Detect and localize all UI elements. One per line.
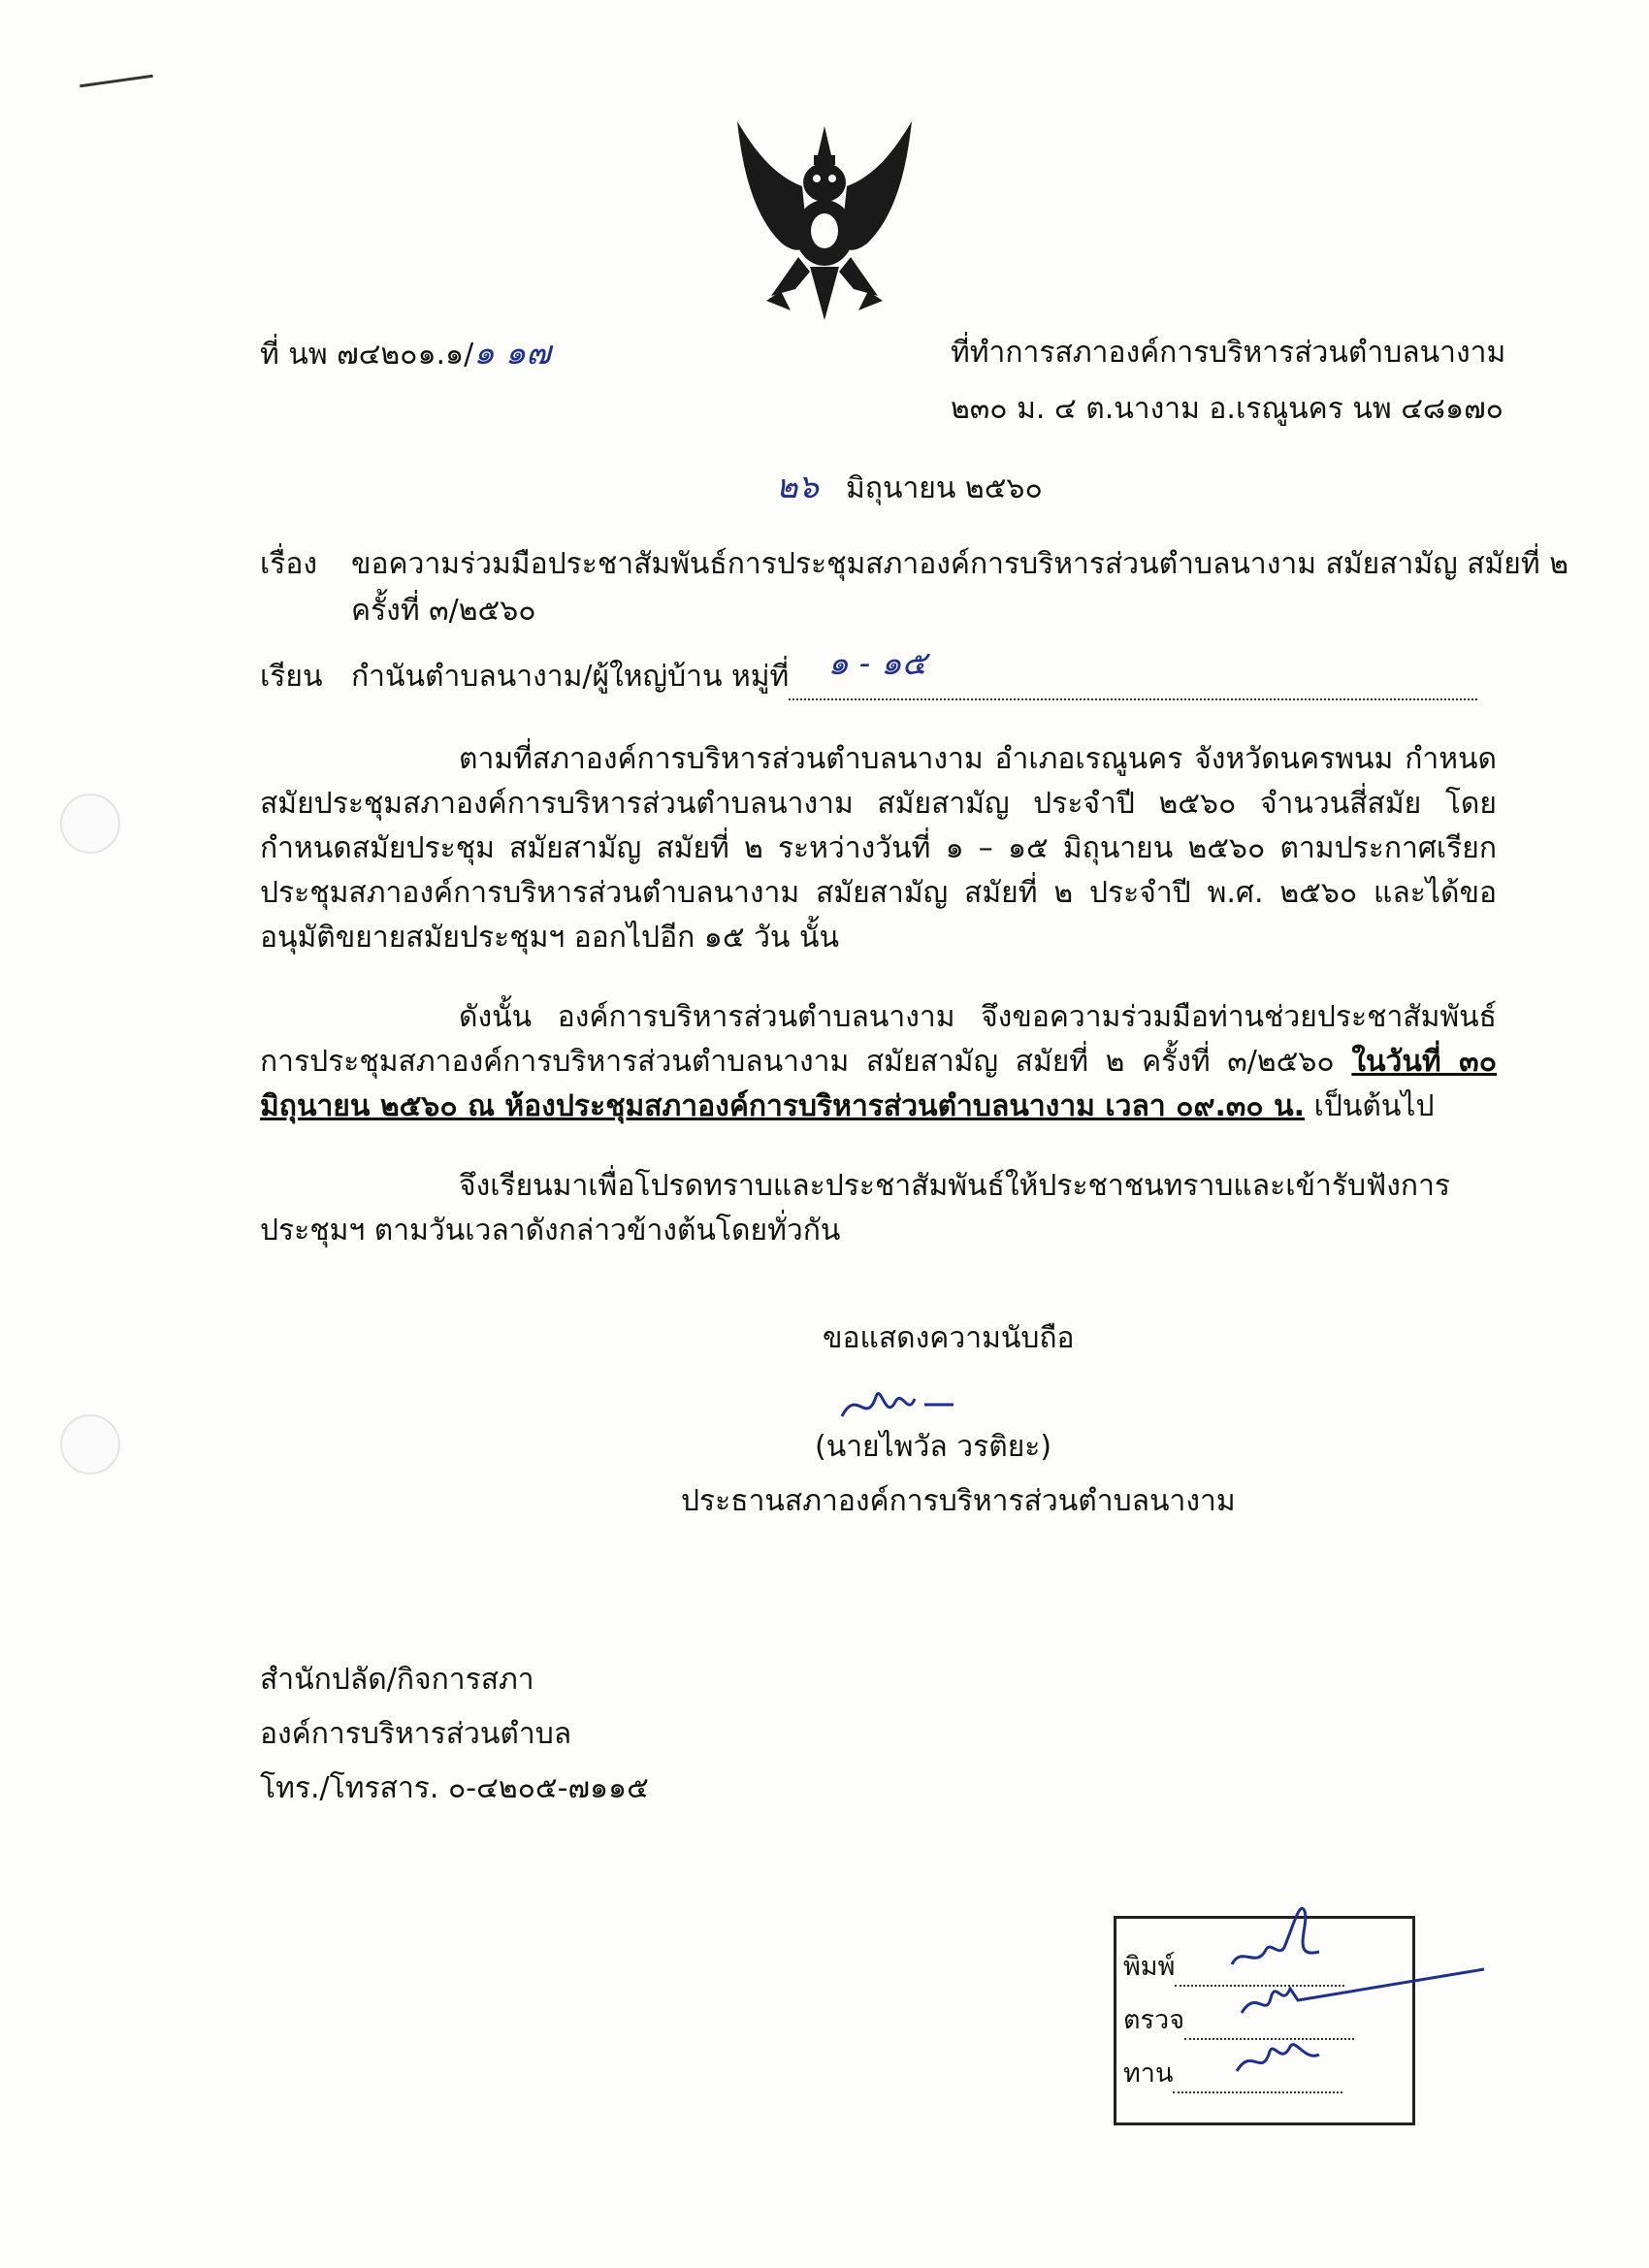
subject-line1: ขอความร่วมมือประชาสัมพันธ์การประชุมสภาองค์การบริหารส่วนตำบลนางาม สมัยสามัญ สมัยที่ ๒ [351, 547, 1568, 581]
document-date [776, 466, 1043, 510]
signatory-name: (นายไพวัล วรติยะ) [815, 1430, 1052, 1464]
stamp-label-reviewed: ทาน [1123, 2058, 1174, 2089]
recipient-label: เรียน [260, 660, 323, 694]
date-day-handwritten: ๒๖ [776, 468, 819, 506]
punch-hole-top [60, 794, 120, 854]
signatory-position: ประธานสภาองค์การบริหารส่วนตำบลนางาม [681, 1484, 1236, 1518]
subject-label: เรื่อง [260, 547, 318, 581]
recipient-text: กำนันตำบลนางาม/ผู้ใหญ่บ้าน หมู่ที่ [351, 660, 790, 694]
closing-salutation: ขอแสดงความนับถือ [823, 1321, 1075, 1355]
stamp-initials [1212, 1892, 1504, 2115]
document-number-handwritten: ๑ ๑๗ [473, 334, 551, 373]
date-month-year: มิถุนายน ๒๕๖๐ [846, 471, 1043, 505]
body-paragraph-3-text: จึงเรียนมาเพื่อโปรดทราบและประชาสัมพันธ์ให้ประชาชนทราบและเข้ารับฟังการประชุมฯ ตามวันเวลาดังกล่าวข้างต้นโดยทั่วกัน [260, 1169, 1451, 1247]
body-paragraph-1 [260, 737, 1497, 960]
meeting-date-venue: ในวันที่ ๓๐ มิถุนายน ๒๕๖๐ ณ ห้องประชุมสภาองค์การบริหารส่วนตำบลนางาม เวลา ๐๙.๓๐ น. [260, 1045, 1497, 1123]
stamp-label-typed: พิมพ์ [1123, 1952, 1176, 1982]
body-paragraph-3 [260, 1164, 1497, 1253]
footer-organization: องค์การบริหารส่วนตำบล [260, 1717, 572, 1751]
punch-hole-bottom [60, 1414, 120, 1474]
document-number-label: ที่ นพ ๗๔๒๐๑.๑/ [260, 338, 474, 372]
document-number [260, 332, 551, 376]
recipient-dotted-field [789, 644, 1477, 700]
office-address-line1: ที่ทำการสภาองค์การบริหารส่วนตำบลนางาม [951, 336, 1506, 370]
footer-department: สำนักปลัด/กิจการสภา [260, 1663, 534, 1697]
staple-mark [80, 75, 153, 88]
subject-line2: ครั้งที่ ๓/๒๕๖๐ [351, 594, 536, 628]
footer-phone-fax: โทร./โทรสาร. ๐-๔๒๐๕-๗๑๑๕ [260, 1771, 649, 1805]
garuda-emblem [713, 116, 936, 330]
stamp-label-checked: ตรวจ [1123, 2005, 1185, 2035]
recipient-handwritten: ๑ - ๑๕ [827, 644, 927, 683]
body-paragraph-2 [260, 995, 1497, 1129]
body-paragraph-2-start: ดังนั้น องค์การบริหารส่วนตำบลนางาม จึงขอความร่วมมือท่านช่วยประชาสัมพันธ์การประชุมสภาองค์การบริหารส่วนตำบลนางาม สมัยสามัญ สมัยที่ ๒ ครั้งที่ ๓/๒๕๖๐ [260, 1000, 1497, 1079]
office-address-line2: ๒๓๐ ม. ๔ ต.นางาม อ.เรณูนคร นพ ๔๘๑๗๐ [951, 392, 1504, 426]
recipient-line [351, 644, 1477, 700]
body-paragraph-2-end: เป็นต้นไป [1313, 1089, 1435, 1123]
body-paragraph-1-text: ตามที่สภาองค์การบริหารส่วนตำบลนางาม อำเภอเรณูนคร จังหวัดนครพนม กำหนดสมัยประชุมสภาองค์การบริหารส่วนตำบลนางาม สมัยสามัญ ประจำปี ๒๕๖๐ จำนวนสี่สมัย โดยกำหนดสมัยประชุม สมัยสามัญ สมัยที่ ๒ ระหว่างวันที่ ๑ – ๑๕ มิถุนายน ๒๕๖๐ ตามประกาศเรียกประชุมสภาองค์การบริหารส่วนตำบลนางาม สมัยสามัญ สมัยที่ ๒ ประจำปี พ.ศ. ๒๕๖๐ และได้ขออนุมัติขยายสมัยประชุมฯ ออกไปอีก ๑๕ วัน นั้น [260, 742, 1497, 955]
